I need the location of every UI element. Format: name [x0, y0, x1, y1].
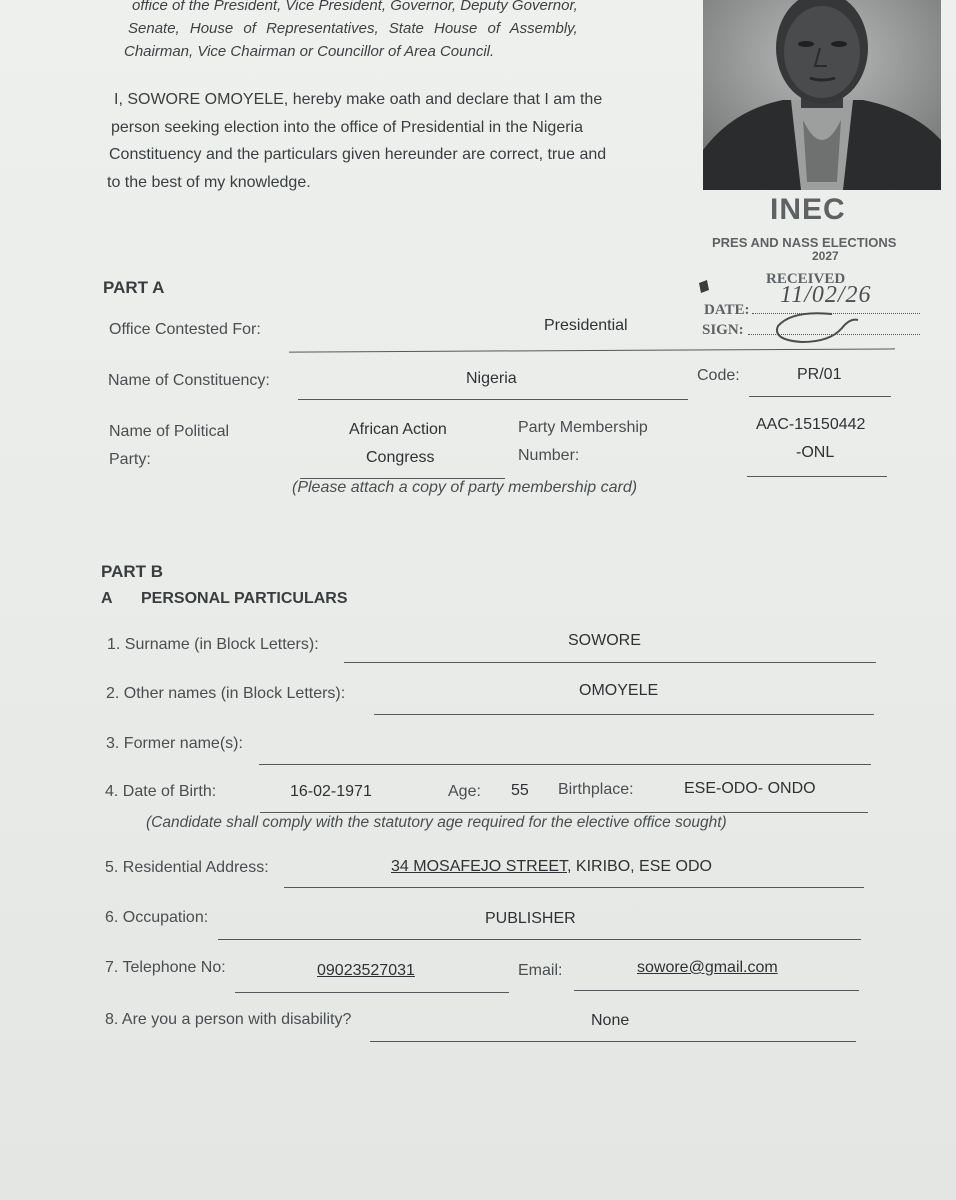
intro-line-1: office of the President, Vice President, Governor, Deputy Governor, [132, 0, 578, 14]
stamp-elections-line: PRES AND NASS ELECTIONS [712, 235, 897, 250]
other-names-value: OMOYELE [579, 682, 659, 699]
personal-particulars-title: PERSONAL PARTICULARS [141, 590, 348, 607]
dob-line [260, 812, 868, 813]
occupation-value: PUBLISHER [485, 910, 576, 927]
membership-label-line-2: Number: [518, 447, 580, 464]
address-value [391, 858, 712, 876]
address-town: KIRIBO, ESE ODO [571, 858, 712, 875]
surname-value: SOWORE [568, 632, 641, 649]
stamp-date-handwritten: 11/02/26 [780, 282, 872, 308]
office-contested-value: Presidential [544, 317, 628, 334]
constituency-label: Name of Constituency: [108, 372, 270, 389]
email-value: sowore@gmail.com [637, 959, 778, 976]
party-value-line-1: African Action [349, 421, 447, 438]
telephone-line [235, 992, 509, 993]
party-value-line-2: Congress [366, 449, 435, 466]
intro-line-2: Senate, House of Representatives, State House of Assembly, [128, 20, 578, 37]
office-contested-label: Office Contested For: [109, 321, 261, 338]
attach-membership-note: (Please attach a copy of party membership card) [292, 479, 638, 496]
former-names-label: 3. Former name(s): [106, 735, 243, 752]
age-value: 55 [511, 782, 529, 799]
party-label-line-1: Name of Political [109, 423, 230, 440]
code-value: PR/01 [797, 366, 842, 383]
age-requirement-note: (Candidate shall comply with the statutory age required for the elective office sought) [146, 814, 727, 831]
oath-line-2: person seeking election into the office of Presidential in the Nigeria [111, 119, 583, 136]
stamp-sign-label: SIGN: [702, 322, 744, 338]
signature-scribble [772, 306, 862, 346]
disability-label: 8. Are you a person with disability? [105, 1011, 352, 1028]
other-names-label: 2. Other names (in Block Letters): [106, 685, 346, 702]
part-a-heading: PART A [103, 278, 165, 297]
surname-line [344, 662, 876, 663]
dob-value: 16-02-1971 [290, 783, 372, 800]
oath-line-3: Constituency and the particulars given hereunder are correct, true and [109, 146, 607, 163]
code-line [749, 396, 891, 397]
stamp-inec-title: INEC [770, 193, 846, 226]
membership-value-line-1: AAC-15150442 [756, 416, 866, 433]
constituency-line [298, 399, 688, 400]
stamp-date-label: DATE: [704, 302, 750, 318]
email-label: Email: [518, 962, 563, 979]
membership-line [747, 476, 887, 477]
occupation-line [218, 939, 861, 940]
age-label: Age: [448, 783, 481, 800]
surname-label: 1. Surname (in Block Letters): [107, 636, 319, 653]
address-label: 5. Residential Address: [105, 859, 269, 876]
stamp-mark-icon [698, 280, 710, 294]
candidate-photo [703, 0, 941, 190]
membership-value-line-2: -ONL [796, 444, 835, 461]
stamp-received: RECEIVED [766, 271, 846, 287]
stamp-year: 2027 [812, 249, 839, 263]
code-label: Code: [697, 367, 740, 384]
former-names-line [259, 764, 871, 765]
membership-label-line-1: Party Membership [518, 419, 648, 436]
intro-line-3: Chairman, Vice Chairman or Councillor of Area Council. [124, 43, 495, 60]
telephone-value: 09023527031 [317, 962, 415, 979]
email-line [574, 990, 859, 991]
other-names-line [374, 714, 874, 715]
occupation-label: 6. Occupation: [105, 909, 209, 926]
part-b-heading: PART B [101, 562, 164, 581]
telephone-label: 7. Telephone No: [105, 959, 226, 976]
oath-line-4: to the best of my knowledge. [107, 174, 311, 191]
constituency-value: Nigeria [466, 370, 517, 387]
disability-value: None [591, 1012, 630, 1029]
oath-line-1: I, SOWORE OMOYELE, hereby make oath and declare that I am the [114, 91, 603, 108]
dob-label: 4. Date of Birth: [105, 783, 217, 800]
birthplace-value: ESE-ODO- ONDO [684, 780, 816, 797]
office-contested-line [289, 348, 895, 352]
candidate-photo-image [703, 0, 941, 190]
address-street: 34 MOSAFEJO STREET, [391, 858, 572, 875]
address-line [284, 887, 864, 888]
disability-line [370, 1041, 856, 1042]
section-letter: A [101, 590, 113, 607]
party-label-line-2: Party: [109, 451, 151, 468]
birthplace-label: Birthplace: [558, 781, 634, 798]
